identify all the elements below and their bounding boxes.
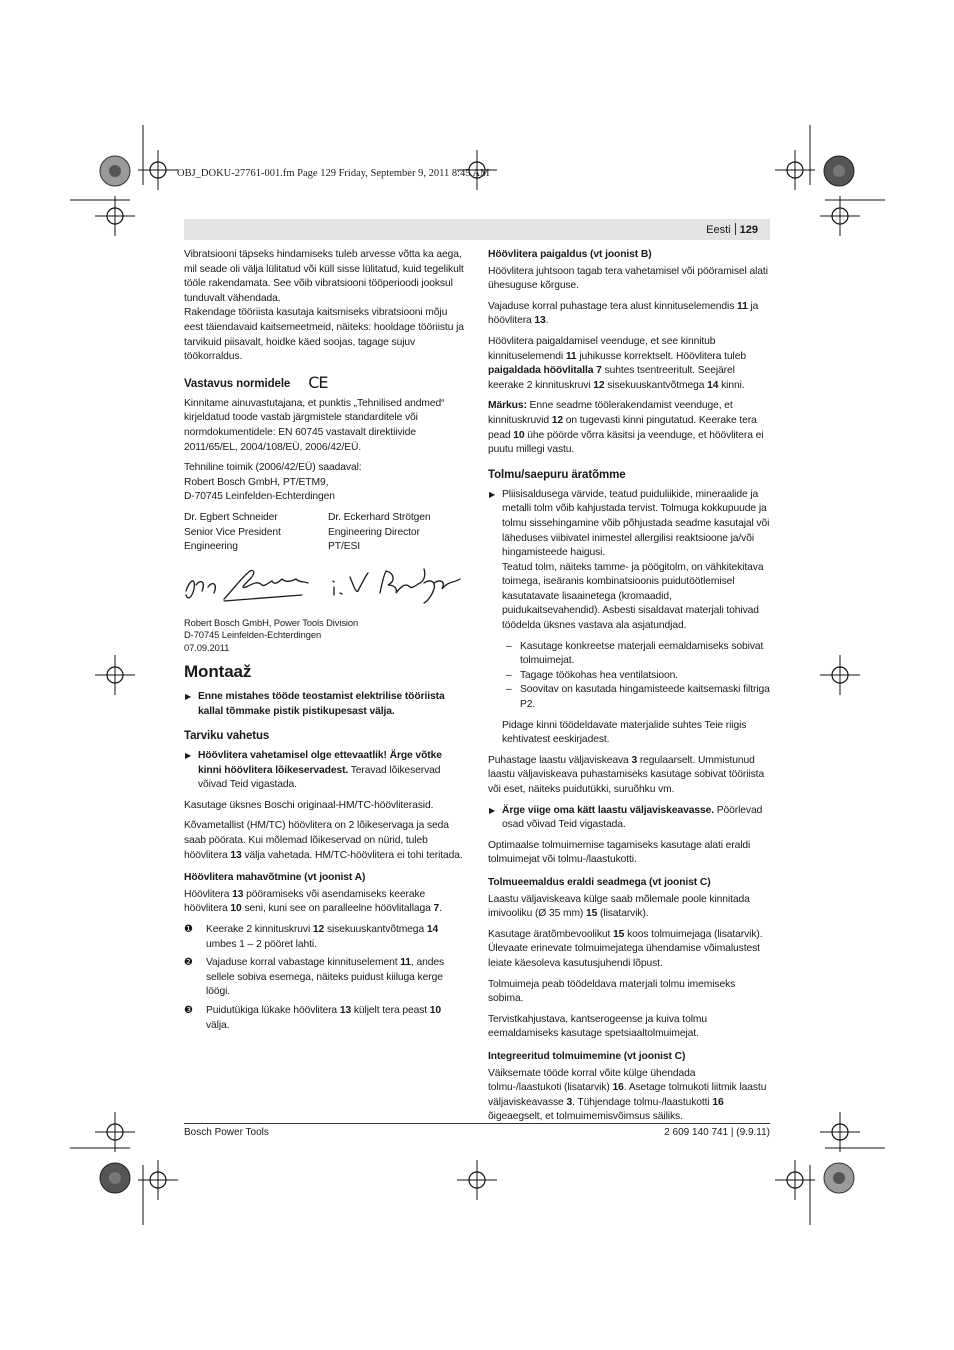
external-extraction-heading: Tolmueemaldus eraldi seadmega (vt joonist C) bbox=[488, 876, 711, 888]
header-language: Eesti bbox=[706, 224, 731, 236]
removal-heading: Höövlitera mahavõtmine (vt joonist A) bbox=[184, 872, 366, 884]
external-paragraph-4: Tervistkahjustava, kantserogeense ja kuiva tolmu eemaldamiseks kasutage spetsiaaltolmuimejat. bbox=[488, 1013, 707, 1040]
footer-rule bbox=[184, 1123, 770, 1124]
blade-warning: ▶ Höövlitera vahetamisel olge ettevaatlik! Ärge võtke kinni höövlitera lõikeservadest. Teravad lõikeservad võivad Teid vigastada. bbox=[185, 750, 442, 791]
arrow-bullet-icon: ▶ bbox=[185, 751, 192, 761]
page-number: 129 bbox=[739, 224, 758, 236]
footer-doc-number: 2 609 140 741 | (9.9.11) bbox=[664, 1127, 770, 1138]
removal-step-3: ❸ Puidutükiga lükake höövlitera 13 küljelt tera peast 10 välja. bbox=[184, 1005, 442, 1031]
external-paragraph-2: Kasutage äratõmbevoolikut 15 koos tolmuimejaga (lisatarvik). Ülevaate erinevate tolmuimejatega ühendamise võimalustest leiate käesoleva kasutusjuhendi lõpust. bbox=[488, 928, 763, 969]
dust-dash-item-2: – Tagage töökohas hea ventilatsioon. bbox=[506, 669, 679, 681]
removal-step-1: ❶ Keerake 2 kinnituskruvi 12 sisekuuskantvõtmega 14 umbes 1 – 2 pööret lahti. bbox=[184, 924, 439, 950]
hand-warning: ▶ Ärge viige oma kätt laastu väljaviskeavasse. Pöörlevad osad võivad Teid vigastada. bbox=[489, 804, 763, 831]
page-header-bar bbox=[184, 219, 770, 240]
left-column bbox=[184, 248, 466, 1037]
arrow-bullet-icon: ▶ bbox=[489, 805, 496, 815]
install-heading: Höövlitera paigaldus (vt joonist B) bbox=[488, 249, 652, 260]
dust-paragraph-3: Pidage kinni töödeldavate materjalide suhtes Teie riigis kehtivatest eeskirjadest. bbox=[502, 719, 747, 746]
install-paragraph-2: Vajaduse korral puhastage tera alust kinnituselemendis 11 ja höövlitera 13. bbox=[488, 300, 759, 327]
conformity-text: Kinnitame ainuvastutajana, et punktis „Tehnilised andmed“ kirjeldatud toode vastab järgmistele standarditele või normdokumentidele: EN 60745 vastavalt direktiivide 2011/65/EL, 2004/108/EÜ, 2006/42/EÜ. bbox=[184, 397, 445, 453]
ce-mark-icon: CE bbox=[308, 372, 328, 392]
vibration-paragraph-1: Vibratsiooni täpseks hindamiseks tuleb arvesse võtta ka aega, mil seade oli välja lülitatud või küll sisse lülitatud, kuid tegelikult tööle rakendamata. See võib vibratsiooni tööperioodi jooksul tunduvalt vähendada. bbox=[184, 249, 464, 304]
signatory-1: Dr. Egbert Schneider Senior Vice President Engineering bbox=[184, 511, 281, 553]
integrated-extraction-heading: Integreeritud tolmuimemine (vt joonist C) bbox=[488, 1050, 686, 1062]
install-note: Märkus: Enne seadme töölerakendamist veenduge, et kinnituskruvid 12 on tugevasti kinni pingutatud. Keerake tera pead 10 ühe pöörde võrra käsitsi ja veenduge, et höövlitera ei puutu millegi vastu. bbox=[488, 400, 764, 456]
original-blades: Kasutage üksnes Boschi originaal-HM/TC-höövliterasid. bbox=[184, 799, 434, 811]
vibration-paragraph-2: Rakendage tööriista kasutaja kaitsmiseks vibratsiooni mõju eest täiendavaid kaitsemeetmeid, näiteks: hooldage tööriistu ja tarvikuid piisavalt, hoidke käed soojas, tagage sujuv töökorraldus. bbox=[184, 307, 464, 363]
chip-ejector-paragraph: Puhastage laastu väljaviskeava 3 regulaarselt. Ummistunud laastu väljaviskeava puhastamiseks kasutage sobivat tööriista või eset, näiteks puidutükki, suruõhku vm. bbox=[488, 754, 765, 795]
dust-heading: Tolmu/saepuru äratõmme bbox=[488, 468, 626, 481]
step-2-icon: ❷ bbox=[184, 957, 193, 969]
technical-file: Tehniline toimik (2006/42/EÜ) saadaval: Robert Bosch GmbH, PT/ETM9, D-70745 Leinfelden-Echterdingen bbox=[184, 462, 362, 503]
file-info-line: OBJ_DOKU-27761-001.fm Page 129 Friday, September 9, 2011 8:45 AM bbox=[177, 168, 490, 179]
carbide-blade-info: Kõvametallist (HM/TC) höövlitera on 2 lõikeservaga ja seda saab pöörata. Kui mõlemad lõikeservad on nürid, tuleb höövlitera 13 välja vahetada. HM/TC-höövlitera ei tohi teritada. bbox=[184, 820, 463, 861]
step-1-icon: ❶ bbox=[184, 924, 193, 936]
removal-step-2: ❷ Vajaduse korral vabastage kinnituselement 11, andes sellele sobiva esemega, näiteks puidust kiiluga kerge löögi. bbox=[184, 957, 444, 998]
dust-paragraph-2: Teatud tolm, näiteks tamme- ja pöögitolm, on vähkitekitava toimega, iseäranis kombinatsioonis puidutöötlemisel kasutatavate lisaainetega (kromaadid, puidukaitsevahendid). Asbesti sisaldavat materjali tohivad töödelda üksnes vastava ala asjatundjad. bbox=[502, 561, 764, 632]
external-paragraph-1: Laastu väljaviskeava külge saab mõlemale poole kinnitada imivooliku (Ø 35 mm) 15 (lisatarvik). bbox=[488, 893, 750, 920]
company-address: Robert Bosch GmbH, Power Tools Division D-70745 Leinfelden-Echterdingen 07.09.2011 bbox=[184, 616, 359, 653]
step-3-icon: ❸ bbox=[184, 1005, 193, 1016]
handwritten-signatures bbox=[184, 561, 466, 609]
integrated-paragraph: Väiksemate tööde korral võite külge ühendada tolmu-/laastukoti (lisatarvik) 16. Asetage tolmukoti liitmik laastu väljaviskeavasse 3. Tühjendage tolmu-/laastukotti 16 õigeaegselt, et tolmuimemisvõimsus säiliks. bbox=[488, 1067, 767, 1123]
arrow-bullet-icon: ▶ bbox=[185, 691, 192, 701]
optimal-extraction: Optimaalse tolmuimemise tagamiseks kasutage alati eraldi tolmuimejat või tolmu-/laastukotti. bbox=[488, 839, 751, 866]
arrow-bullet-icon: ▶ bbox=[489, 489, 496, 499]
dust-dash-item-1: – Kasutage konkreetse materjali eemaldamiseks sobivat tolmuimejat. bbox=[506, 640, 764, 667]
install-paragraph-3: Höövlitera paigaldamisel veenduge, et see kinnitub kinnituselemendi 11 juhikusse korrektselt. Höövlitera tuleb paigaldada höövlitalla 7 suhtes tsentreeritult. Seejärel keerake 2 kinnituskruvi 12 sisekuuskantvõtmega 14 kinni. bbox=[488, 335, 746, 391]
footer-brand: Bosch Power Tools bbox=[184, 1127, 269, 1138]
conformity-heading: Vastavus normidele CE bbox=[184, 372, 328, 392]
signatory-2: Dr. Eckerhard Strötgen Engineering Director PT/ESI bbox=[328, 511, 431, 553]
dust-dash-item-3: – Soovitav on kasutada hingamisteede kaitsemaski filtriga P2. bbox=[506, 684, 770, 711]
removal-intro: Höövlitera 13 pööramiseks või asendamiseks keerake höövlitera 10 seni, kuni see on paralleelne höövlitallaga 7. bbox=[184, 888, 442, 915]
install-paragraph-1: Höövlitera juhtsoon tagab tera vahetamisel või pööramisel alati ühesuguse kõrguse. bbox=[488, 265, 768, 292]
accessory-heading: Tarviku vahetus bbox=[184, 730, 270, 743]
signatories bbox=[184, 511, 466, 555]
dust-warning: ▶ Pliisisaldusega värvide, teatud puiduliikide, mineraalide ja metalli tolm võib kahjustada tervist. Tolmuga kokkupuude ja tolmu sissehingamine võib põhjustada seadme kasutajal või läheduses viibivatel inimestel allergilisi reaktsioone ja/või hingamisteede haigusi. bbox=[489, 488, 770, 559]
external-paragraph-3: Tolmuimeja peab töödeldava materjali tolmu imemiseks sobima. bbox=[488, 978, 736, 1005]
assembly-heading: Montaaž bbox=[184, 661, 252, 681]
right-column bbox=[488, 248, 770, 1131]
signature-icon bbox=[184, 561, 466, 609]
assembly-warning: ▶ Enne mistahes tööde teostamist elektrilise tööriista kallal tõmmake pistik pistikupesast välja. bbox=[185, 690, 445, 717]
page-header bbox=[706, 223, 758, 236]
